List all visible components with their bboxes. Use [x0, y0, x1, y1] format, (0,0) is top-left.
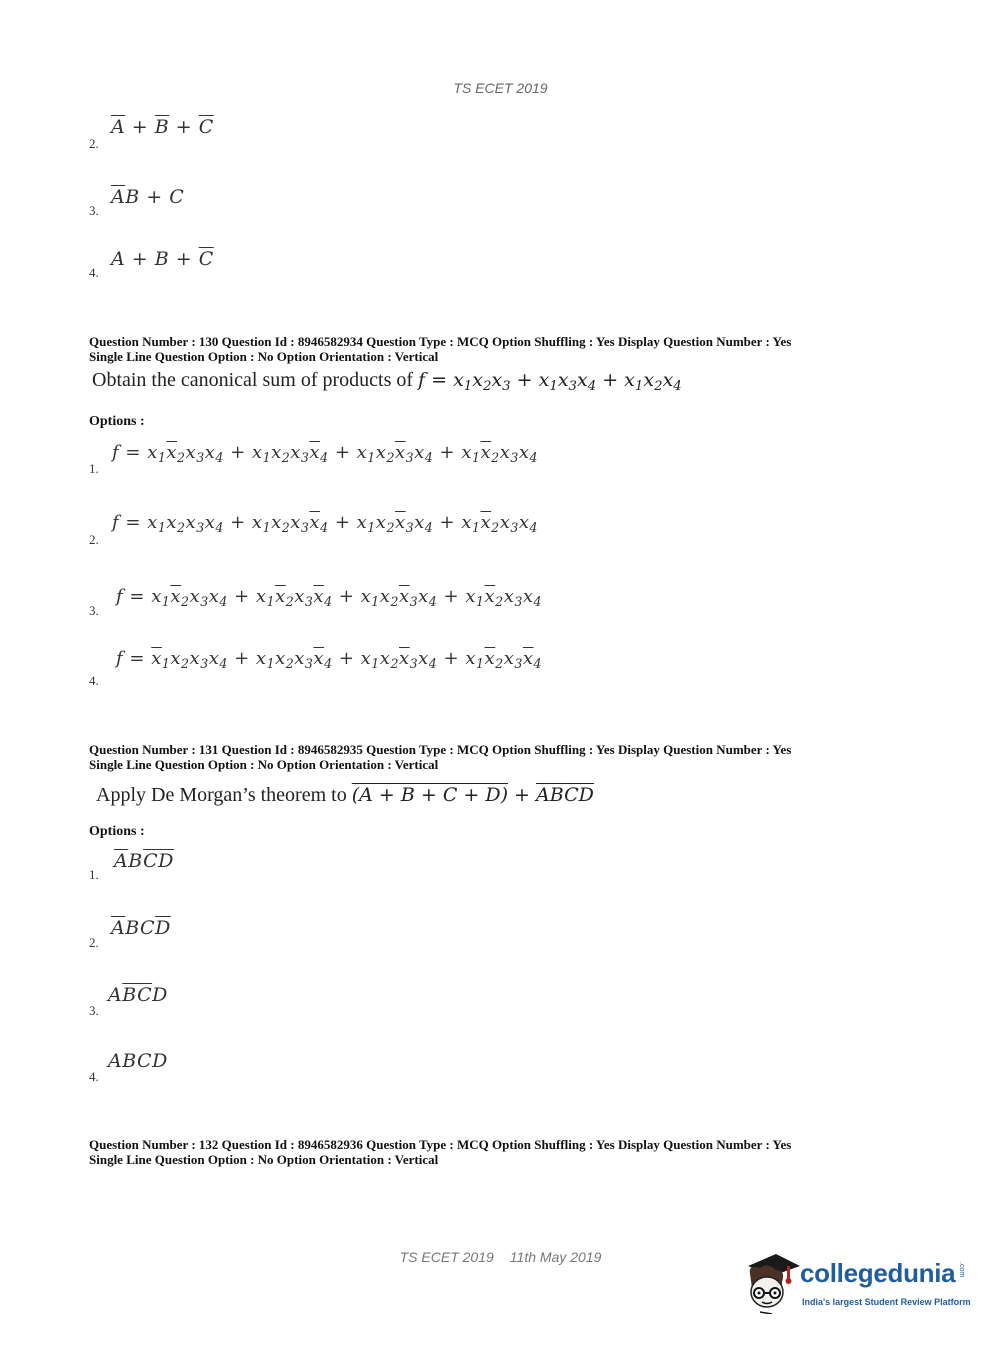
question-text-prefix: Apply De Morgan’s theorem to — [96, 784, 352, 806]
option-expression: $A\overline{B}\overline{C}D$ — [108, 984, 168, 1006]
option-number: 1. — [89, 867, 99, 882]
option-number: 4. — [89, 265, 99, 280]
options-label: Options : — [89, 414, 145, 429]
question-text — [96, 784, 594, 807]
question-text — [92, 369, 682, 394]
footer-date: 11th May 2019 — [509, 1249, 602, 1265]
option-number: 2. — [89, 935, 99, 950]
question-meta-line1: Question Number : 130 Question Id : 8946582934 Question Type : MCQ Option Shuffling : Yes Display Question Number : Yes — [89, 334, 792, 349]
question-meta — [89, 742, 791, 772]
logo-domain: .com — [958, 1262, 965, 1278]
question-meta-line2: Single Line Question Option : No Option Orientation : Vertical — [89, 349, 439, 364]
question-meta-line2: Single Line Question Option : No Option Orientation : Vertical — [89, 757, 439, 772]
logo-brand-text: collegedunia — [800, 1258, 956, 1288]
option-number: 3. — [89, 1003, 99, 1018]
question-math: $f = x_1x_2x_3 + x_1x_3x_4 + x_1x_2x_4$ — [418, 369, 682, 394]
option-expression: $f = x_1\overline{x}_2x_3x_4 + x_1x_2x_3\overline{x}_4 + x_1x_2\overline{x}_3x_4 + x_1\overline{x}_2x_3x_4$ — [112, 442, 539, 465]
option-number: 4. — [89, 673, 99, 688]
collegedunia-logo[interactable] — [742, 1252, 972, 1314]
page-header: TS ECET 2019 — [453, 80, 548, 96]
logo-tagline: India's largest Student Review Platform — [802, 1297, 971, 1307]
question-meta-line1: Question Number : 132 Question Id : 8946582936 Question Type : MCQ Option Shuffling : Yes Display Question Number : Yes — [89, 1137, 792, 1152]
option-number: 1. — [89, 461, 99, 476]
question-text-prefix: Obtain the canonical sum of products of — [92, 369, 419, 391]
question-meta-line2: Single Line Question Option : No Option Orientation : Vertical — [89, 1152, 439, 1167]
option-number: 3. — [89, 603, 99, 618]
option-number: 4. — [89, 1069, 99, 1084]
student-mascot-icon — [742, 1252, 800, 1314]
option-number: 2. — [89, 532, 99, 547]
option-expression: $f = \overline{x}_1x_2x_3x_4 + x_1x_2x_3\overline{x}_4 + x_1x_2\overline{x}_3x_4 + x_1\overline{x}_2x_3\overline{x}_4$ — [116, 648, 543, 671]
option-expression: $f = x_1\overline{x}_2x_3x_4 + x_1\overline{x}_2x_3\overline{x}_4 + x_1x_2\overline{x}_3x_4 + x_1\overline{x}_2x_3x_4$ — [116, 586, 543, 609]
options-label: Options : — [89, 824, 145, 839]
question-meta — [89, 334, 791, 364]
option-expression: $\overline{A}BC\overline{D}$ — [111, 917, 171, 939]
option-expression: $\overline{A} + \overline{B} + \overline{C}$ — [111, 116, 214, 138]
option-expression: ABCD — [108, 1050, 168, 1072]
option-expression: $\overline{A}B\overline{C}\overline{D}$ — [114, 850, 174, 872]
question-meta-line1: Question Number : 131 Question Id : 8946582935 Question Type : MCQ Option Shuffling : Yes Display Question Number : Yes — [89, 742, 792, 757]
question-math: (A + B + C + D) + ABCD — [351, 784, 594, 806]
option-expression: $f = x_1x_2x_3x_4 + x_1x_2x_3\overline{x}_4 + x_1x_2\overline{x}_3x_4 + x_1\overline{x}_2x_3x_4$ — [112, 512, 539, 535]
option-expression: $A + B + \overline{C}$ — [111, 248, 214, 270]
footer-exam: TS ECET 2019 — [399, 1249, 494, 1265]
question-meta — [89, 1137, 791, 1167]
option-number: 3. — [89, 203, 99, 218]
option-number: 2. — [89, 136, 99, 151]
option-expression: $\overline{A}B + C$ — [111, 186, 185, 208]
